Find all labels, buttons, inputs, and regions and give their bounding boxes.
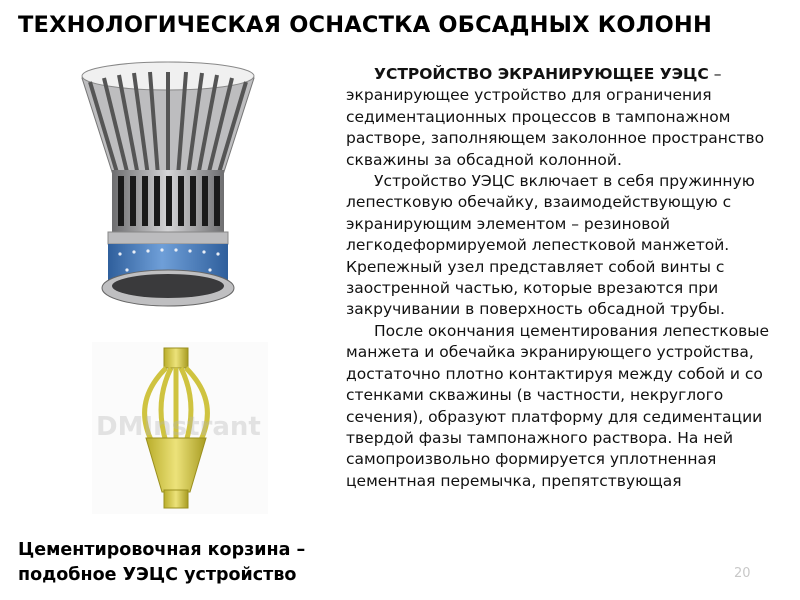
- page-number: 20: [734, 566, 751, 581]
- device-heading: УСТРОЙСТВО ЭКРАНИРУЮЩЕЕ УЭЦС: [374, 65, 709, 83]
- watermark-text: DMInstrant: [96, 412, 261, 442]
- slide-title: ТЕХНОЛОГИЧЕСКАЯ ОСНАСТКА ОБСАДНЫХ КОЛОНН: [18, 12, 712, 38]
- paragraph-1: [346, 64, 786, 171]
- paragraph-3: После окончания цементирования лепестковые манжета и обечайка экранирующего устройства, достаточно плотно контактируя между собой и со стенками скважины (в частности, некруглого сечения), образуют платформу для седиментации твердой фазы тампонажного раствора. На ней самопроизвольно формируется уплотненная цементная перемычка, препятствующая: [346, 321, 769, 490]
- basket-caption: Цементировочная корзина – подобное УЭЦС устройство: [18, 540, 306, 585]
- paragraph-2: Устройство УЭЦС включает в себя пружинную лепестковую обечайку, взаимодействующую с экранирующим элементом – резиновой легкодеформируемой лепестковой манжетой. Крепежный узел представляет собой винты с заостренной частью, которые врезаются при закручивании в поверхность обсадной трубы.: [346, 172, 755, 319]
- paragraph-1-text: – экранирующее устройство для ограничения седиментационных процессов в тампонажном растворе, заполняющем заколонное пространство скважины за обсадной колонной.: [346, 65, 765, 169]
- cementing-basket-image: [92, 342, 268, 514]
- shielding-device-image: [72, 48, 264, 328]
- description-text: [346, 64, 786, 492]
